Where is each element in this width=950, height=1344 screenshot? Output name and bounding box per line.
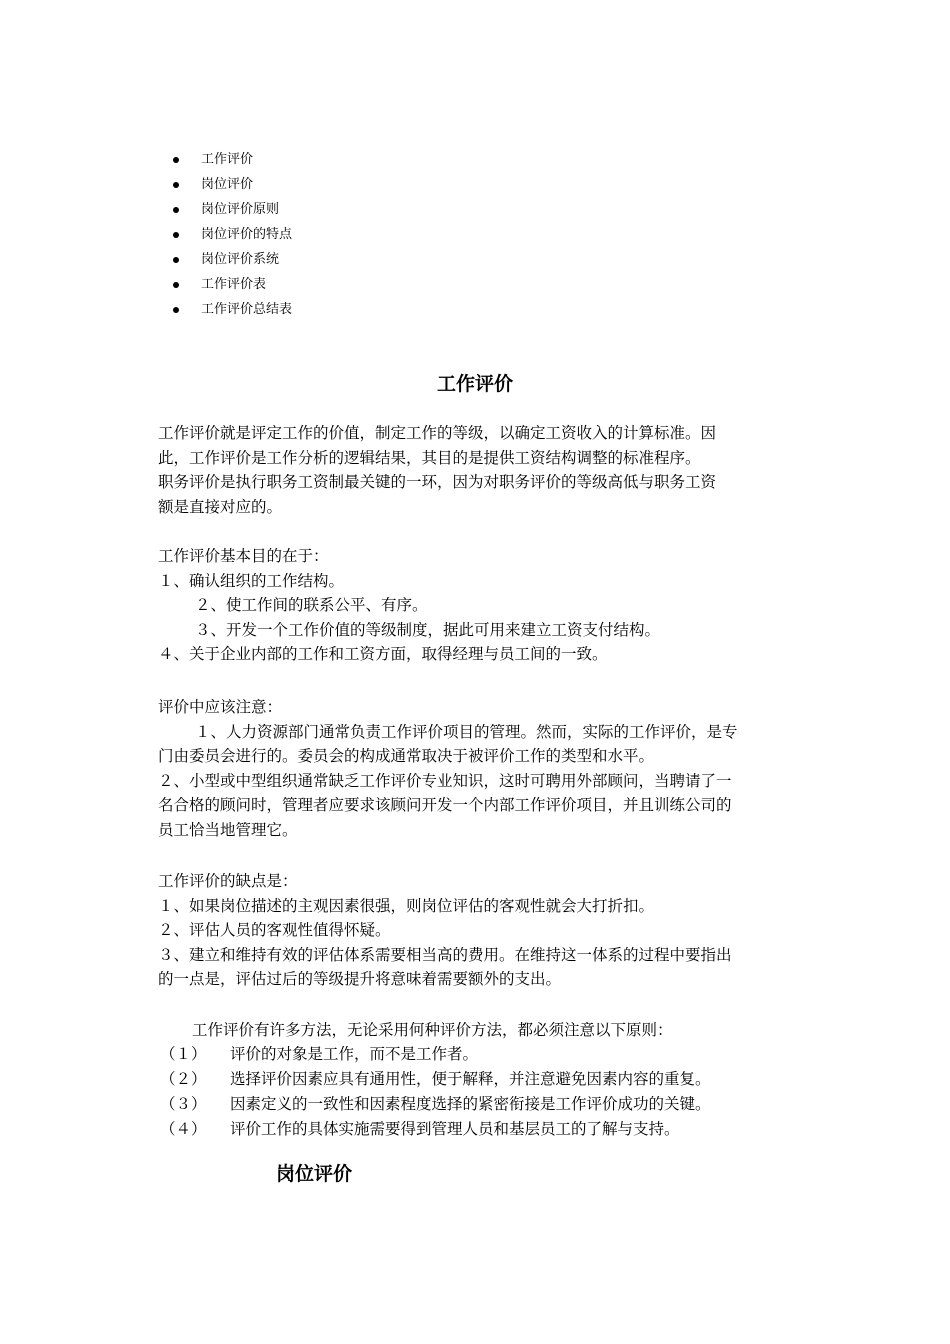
principle-number: （３）	[160, 1095, 207, 1113]
toc-item[interactable]: 岗位评价原则	[172, 200, 292, 225]
purpose-item: ４、关于企业内部的工作和工资方面，取得经理与员工间的一致。	[158, 645, 608, 663]
purpose-item: １、确认组织的工作结构。	[158, 571, 345, 590]
text-line: 员工恰当地管理它。	[158, 820, 298, 839]
principle-item	[160, 1067, 796, 1092]
principle-text: 因素定义的一致性和因素程度选择的紧密衔接是工作评价成功的关键。	[230, 1095, 711, 1113]
toc-item[interactable]: 岗位评价的特点	[172, 225, 292, 250]
drawback-item: ２、评估人员的客观性值得怀疑。	[158, 921, 391, 939]
principle-number: （４）	[160, 1120, 207, 1138]
principle-item	[160, 1092, 796, 1117]
purpose-block	[158, 544, 794, 667]
text-line: １、人力资源部门通常负责工作评价项目的管理。然而，实际的工作评价，是专	[195, 722, 738, 741]
text-line: 职务评价是执行职务工资制最关键的一环，因为对职务评价的等级高低与职务工资	[158, 473, 717, 491]
principle-text: 评价工作的具体实施需要得到管理人员和基层员工的了解与支持。	[230, 1120, 680, 1138]
drawback-item: １、如果岗位描述的主观因素很强，则岗位评估的客观性就会大打折扣。	[158, 896, 655, 915]
drawbacks-title: 工作评价的缺点是：	[158, 872, 298, 890]
toc-item[interactable]: 工作评价总结表	[172, 300, 292, 325]
toc-item[interactable]: 工作评价表	[172, 275, 292, 300]
drawbacks-block	[158, 869, 794, 992]
principle-item	[160, 1042, 796, 1067]
section-title-position-evaluation: 岗位评价	[276, 1163, 353, 1185]
purpose-title: 工作评价基本目的在于：	[158, 547, 329, 565]
text-line: 工作评价就是评定工作的价值，制定工作的等级，以确定工资收入的计算标准。因	[158, 424, 717, 442]
toc-item[interactable]: 岗位评价系统	[172, 250, 292, 275]
principles-intro	[158, 1018, 794, 1043]
toc-item[interactable]: 工作评价	[172, 150, 292, 175]
text-line: 工作评价有许多方法，无论采用何种评价方法，都必须注意以下原则：	[192, 1021, 673, 1039]
principle-item	[160, 1117, 796, 1142]
drawback-item: 的一点是，评估过后的等级提升将意味着需要额外的支出。	[158, 970, 562, 988]
toc-item[interactable]: 岗位评价	[172, 175, 292, 200]
purpose-item: ２、使工作间的联系公平、有序。	[195, 596, 428, 614]
text-line: ２、小型或中型组织通常缺乏工作评价专业知识，这时可聘用外部顾问，当聘请了一	[158, 771, 732, 790]
principle-number: （２）	[160, 1070, 207, 1088]
notes-block	[158, 695, 794, 842]
text-line: 门由委员会进行的。委员会的构成通常取决于被评价工作的类型和水平。	[158, 747, 655, 765]
text-line: 额是直接对应的。	[158, 497, 283, 516]
section-title-job-evaluation: 工作评价	[436, 373, 513, 395]
text-line: 此，工作评价是工作分析的逻辑结果，其目的是提供工资结构调整的标准程序。	[158, 448, 701, 467]
principle-number: （１）	[160, 1045, 207, 1063]
principle-text: 选择评价因素应具有通用性，便于解释，并注意避免因素内容的重复。	[230, 1070, 711, 1088]
text-line: 名合格的顾问时，管理者应要求该顾问开发一个内部工作评价项目，并且训练公司的	[158, 796, 732, 814]
table-of-contents	[172, 150, 292, 325]
drawback-item: ３、建立和维持有效的评估体系需要相当高的费用。在维持这一体系的过程中要指出	[158, 945, 732, 964]
principles-list	[160, 1042, 796, 1142]
notes-title: 评价中应该注意：	[158, 698, 283, 716]
intro-paragraph	[158, 421, 794, 519]
principle-text: 评价的对象是工作，而不是工作者。	[230, 1045, 479, 1063]
purpose-item: ３、开发一个工作价值的等级制度，据此可用来建立工资支付结构。	[195, 620, 661, 639]
